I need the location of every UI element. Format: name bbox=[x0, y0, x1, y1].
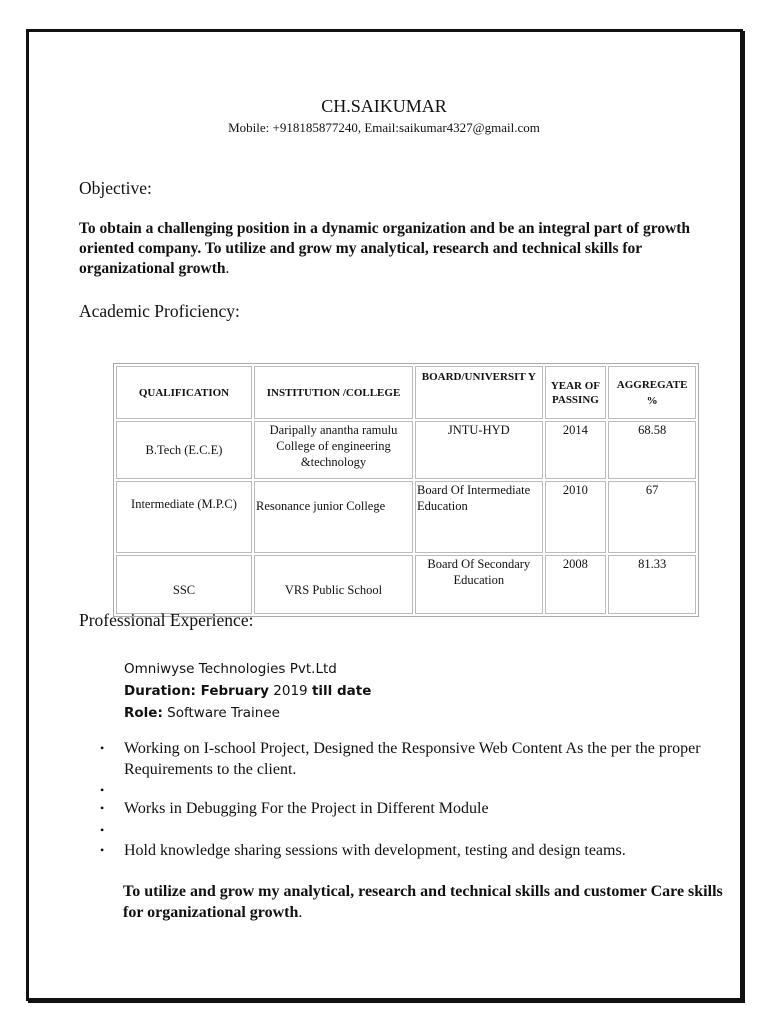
list-item bbox=[100, 798, 740, 820]
list-item bbox=[100, 840, 740, 862]
bullet-text: Hold knowledge sharing sessions with development, testing and design teams. bbox=[124, 842, 626, 859]
col-institution: INSTITUTION /COLLEGE bbox=[254, 366, 413, 419]
closing-statement bbox=[123, 881, 743, 923]
institution-cell: Daripally anantha ramulu College of engineering &technology bbox=[254, 421, 413, 479]
duration-year: 2019 bbox=[273, 683, 308, 699]
table-row bbox=[116, 481, 696, 553]
aggregate-cell: 68.58 bbox=[608, 421, 696, 479]
bullet-icon: • bbox=[100, 741, 105, 755]
col-aggregate: AGGREGATE % bbox=[608, 366, 696, 419]
table-row bbox=[116, 421, 696, 479]
experience-bullets bbox=[100, 738, 740, 862]
duration-label: Duration: February bbox=[124, 683, 269, 699]
closing-period: . bbox=[298, 904, 303, 921]
col-year: YEAR OF PASSING bbox=[545, 366, 607, 419]
list-item bbox=[100, 820, 740, 840]
role-label: Role: bbox=[124, 705, 163, 721]
objective-heading: Objective: bbox=[79, 178, 152, 198]
list-item bbox=[100, 738, 740, 780]
table-row bbox=[116, 555, 696, 614]
year-cell: 2008 bbox=[545, 555, 607, 614]
role-value: Software Trainee bbox=[167, 705, 280, 721]
objective-body: To obtain a challenging position in a dynamic organization and be an integral part of growth oriented company. To utilize and grow my analytical, research and technical skills for organizational growth bbox=[79, 220, 691, 277]
duration-line bbox=[124, 680, 371, 702]
institution-cell: Resonance junior College bbox=[254, 481, 413, 553]
institution-cell: VRS Public School bbox=[254, 555, 413, 614]
bullet-text: Working on I-school Project, Designed the Responsive Web Content As the per the proper Requirements to the client. bbox=[124, 740, 701, 778]
year-cell: 2010 bbox=[545, 481, 607, 553]
bullet-icon: • bbox=[100, 783, 105, 797]
company-name: Omniwyse Technologies Pvt.Ltd bbox=[124, 661, 337, 677]
contact-line: Mobile: +918185877240, Email:saikumar4327@gmail.com bbox=[228, 120, 540, 135]
role-line bbox=[124, 702, 371, 724]
qualification-cell: B.Tech (E.C.E) bbox=[116, 421, 252, 479]
academic-heading: Academic Proficiency: bbox=[79, 301, 240, 321]
bullet-text: Works in Debugging For the Project in Different Module bbox=[124, 800, 489, 817]
col-board: BOARD/UNIVERSIT Y bbox=[415, 366, 543, 419]
qualification-cell: SSC bbox=[116, 555, 252, 614]
academic-table bbox=[113, 363, 699, 617]
board-cell: Board Of Intermediate Education bbox=[415, 481, 543, 553]
board-cell: JNTU-HYD bbox=[415, 421, 543, 479]
closing-body: To utilize and grow my analytical, research and technical skills and customer Care skills for organizational growth bbox=[123, 883, 723, 921]
experience-heading: Professional Experience: bbox=[79, 610, 254, 630]
col-qualification: QUALIFICATION bbox=[116, 366, 252, 419]
board-cell: Board Of Secondary Education bbox=[415, 555, 543, 614]
bullet-icon: • bbox=[100, 823, 105, 837]
aggregate-cell: 67 bbox=[608, 481, 696, 553]
bullet-icon: • bbox=[100, 801, 105, 815]
year-cell: 2014 bbox=[545, 421, 607, 479]
job-details bbox=[124, 658, 371, 724]
objective-period: . bbox=[225, 260, 230, 277]
table-header-row bbox=[116, 366, 696, 419]
candidate-name: CH.SAIKUMAR bbox=[321, 96, 447, 116]
bullet-icon: • bbox=[100, 843, 105, 857]
list-item bbox=[100, 780, 740, 798]
aggregate-cell: 81.33 bbox=[608, 555, 696, 614]
qualification-cell: Intermediate (M.P.C) bbox=[116, 481, 252, 553]
objective-text bbox=[79, 219, 735, 279]
duration-tail: till date bbox=[311, 683, 372, 699]
